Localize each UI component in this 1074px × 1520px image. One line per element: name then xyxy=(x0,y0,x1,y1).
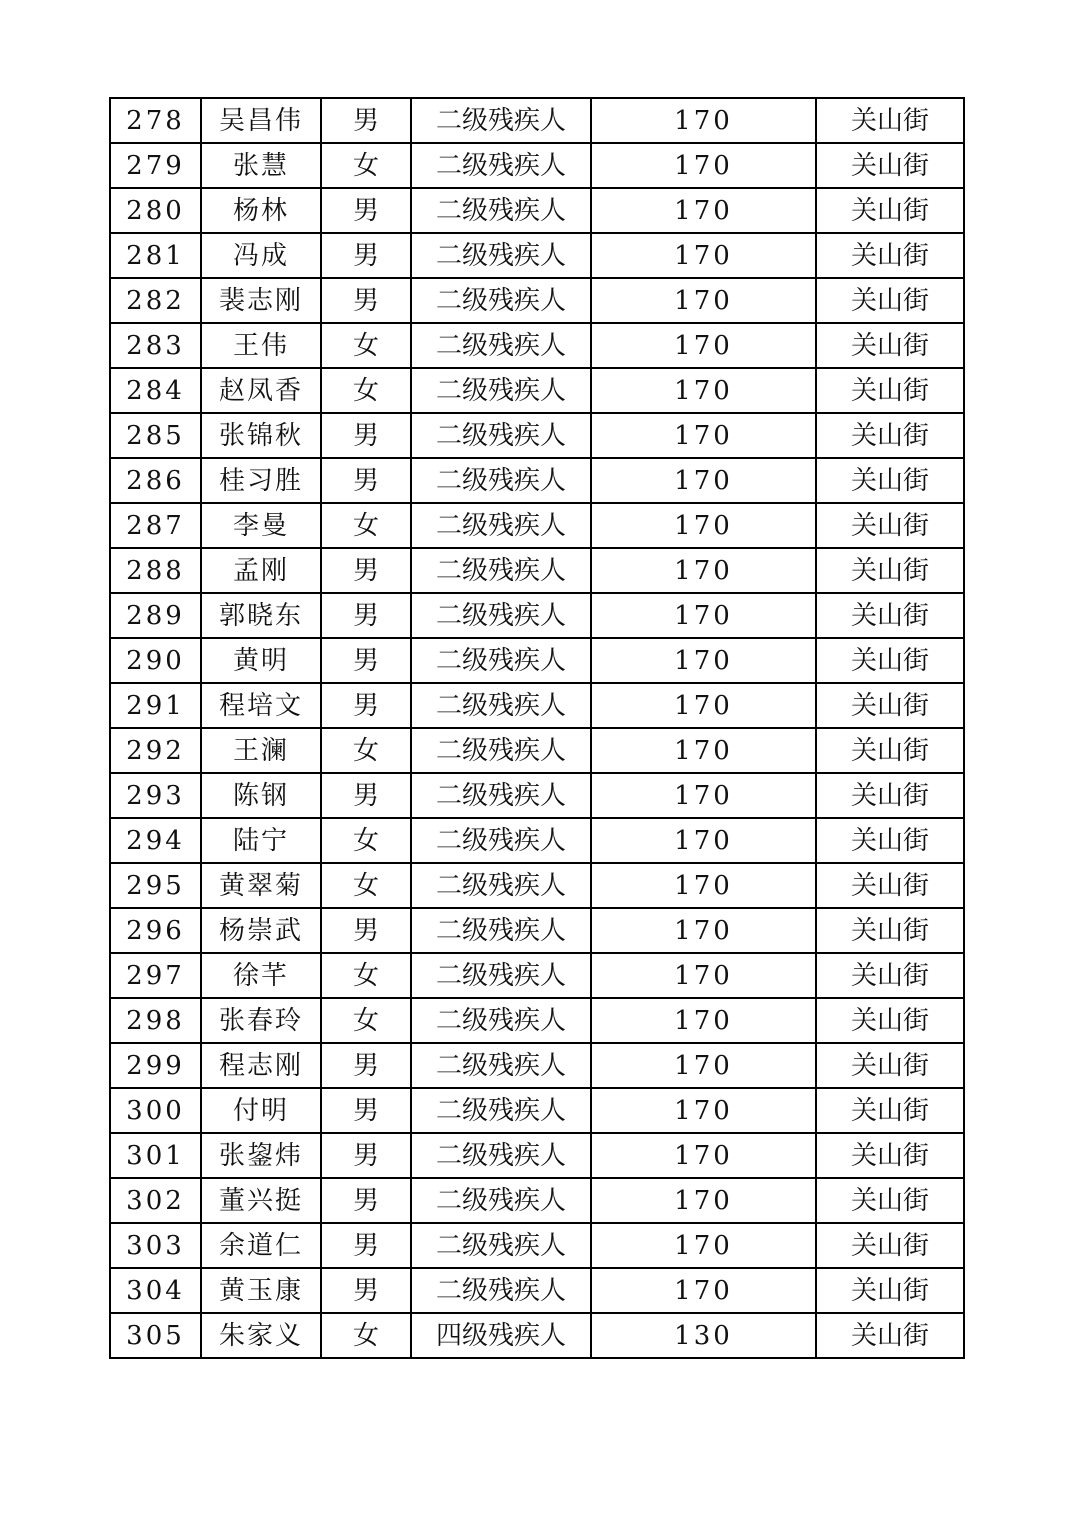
disability-level-cell: 二级残疾人 xyxy=(411,98,591,143)
table-row xyxy=(110,368,964,413)
name-cell: 郭晓东 xyxy=(201,593,321,638)
street-cell: 关山街 xyxy=(816,1223,964,1268)
name-cell: 陆宁 xyxy=(201,818,321,863)
gender-cell: 女 xyxy=(321,818,411,863)
table-row xyxy=(110,188,964,233)
amount-cell: 130 xyxy=(591,1313,816,1358)
name-cell: 徐芊 xyxy=(201,953,321,998)
table-row xyxy=(110,98,964,143)
street-cell: 关山街 xyxy=(816,413,964,458)
amount-cell: 170 xyxy=(591,143,816,188)
street-cell: 关山街 xyxy=(816,458,964,503)
name-cell: 张慧 xyxy=(201,143,321,188)
table-row xyxy=(110,953,964,998)
amount-cell: 170 xyxy=(591,683,816,728)
table-row xyxy=(110,233,964,278)
street-cell: 关山街 xyxy=(816,773,964,818)
gender-cell: 女 xyxy=(321,368,411,413)
table-row xyxy=(110,1223,964,1268)
amount-cell: 170 xyxy=(591,1133,816,1178)
disability-level-cell: 二级残疾人 xyxy=(411,143,591,188)
name-cell: 陈钢 xyxy=(201,773,321,818)
row-number-cell: 289 xyxy=(110,593,201,638)
disability-level-cell: 二级残疾人 xyxy=(411,503,591,548)
gender-cell: 男 xyxy=(321,638,411,683)
amount-cell: 170 xyxy=(591,548,816,593)
gender-cell: 男 xyxy=(321,1223,411,1268)
disability-level-cell: 二级残疾人 xyxy=(411,413,591,458)
row-number-cell: 288 xyxy=(110,548,201,593)
row-number-cell: 286 xyxy=(110,458,201,503)
row-number-cell: 298 xyxy=(110,998,201,1043)
roster-table-body xyxy=(110,98,964,1358)
amount-cell: 170 xyxy=(591,593,816,638)
name-cell: 付明 xyxy=(201,1088,321,1133)
name-cell: 赵凤香 xyxy=(201,368,321,413)
gender-cell: 男 xyxy=(321,458,411,503)
row-number-cell: 287 xyxy=(110,503,201,548)
street-cell: 关山街 xyxy=(816,368,964,413)
gender-cell: 女 xyxy=(321,998,411,1043)
street-cell: 关山街 xyxy=(816,143,964,188)
gender-cell: 女 xyxy=(321,323,411,368)
street-cell: 关山街 xyxy=(816,683,964,728)
amount-cell: 170 xyxy=(591,503,816,548)
gender-cell: 女 xyxy=(321,1313,411,1358)
gender-cell: 女 xyxy=(321,503,411,548)
street-cell: 关山街 xyxy=(816,638,964,683)
name-cell: 王伟 xyxy=(201,323,321,368)
disability-level-cell: 二级残疾人 xyxy=(411,773,591,818)
street-cell: 关山街 xyxy=(816,503,964,548)
row-number-cell: 294 xyxy=(110,818,201,863)
table-row xyxy=(110,458,964,503)
disability-level-cell: 二级残疾人 xyxy=(411,818,591,863)
gender-cell: 男 xyxy=(321,593,411,638)
amount-cell: 170 xyxy=(591,638,816,683)
amount-cell: 170 xyxy=(591,1223,816,1268)
name-cell: 程培文 xyxy=(201,683,321,728)
row-number-cell: 279 xyxy=(110,143,201,188)
row-number-cell: 295 xyxy=(110,863,201,908)
name-cell: 董兴挺 xyxy=(201,1178,321,1223)
amount-cell: 170 xyxy=(591,1178,816,1223)
amount-cell: 170 xyxy=(591,773,816,818)
gender-cell: 男 xyxy=(321,233,411,278)
row-number-cell: 303 xyxy=(110,1223,201,1268)
amount-cell: 170 xyxy=(591,98,816,143)
amount-cell: 170 xyxy=(591,998,816,1043)
row-number-cell: 296 xyxy=(110,908,201,953)
street-cell: 关山街 xyxy=(816,1133,964,1178)
name-cell: 程志刚 xyxy=(201,1043,321,1088)
amount-cell: 170 xyxy=(591,233,816,278)
name-cell: 裴志刚 xyxy=(201,278,321,323)
gender-cell: 女 xyxy=(321,953,411,998)
gender-cell: 男 xyxy=(321,683,411,728)
table-row xyxy=(110,908,964,953)
table-row xyxy=(110,863,964,908)
row-number-cell: 297 xyxy=(110,953,201,998)
table-row xyxy=(110,503,964,548)
street-cell: 关山街 xyxy=(816,1178,964,1223)
gender-cell: 男 xyxy=(321,1133,411,1178)
amount-cell: 170 xyxy=(591,1088,816,1133)
table-row xyxy=(110,638,964,683)
street-cell: 关山街 xyxy=(816,1313,964,1358)
street-cell: 关山街 xyxy=(816,98,964,143)
row-number-cell: 291 xyxy=(110,683,201,728)
gender-cell: 男 xyxy=(321,1268,411,1313)
disability-level-cell: 二级残疾人 xyxy=(411,1043,591,1088)
disability-level-cell: 二级残疾人 xyxy=(411,593,591,638)
name-cell: 王澜 xyxy=(201,728,321,773)
gender-cell: 男 xyxy=(321,908,411,953)
row-number-cell: 281 xyxy=(110,233,201,278)
disability-level-cell: 二级残疾人 xyxy=(411,1268,591,1313)
name-cell: 杨崇武 xyxy=(201,908,321,953)
table-row xyxy=(110,323,964,368)
row-number-cell: 300 xyxy=(110,1088,201,1133)
amount-cell: 170 xyxy=(591,953,816,998)
name-cell: 张锦秋 xyxy=(201,413,321,458)
amount-cell: 170 xyxy=(591,458,816,503)
amount-cell: 170 xyxy=(591,278,816,323)
name-cell: 余道仁 xyxy=(201,1223,321,1268)
name-cell: 张鋆炜 xyxy=(201,1133,321,1178)
street-cell: 关山街 xyxy=(816,278,964,323)
amount-cell: 170 xyxy=(591,728,816,773)
disability-level-cell: 二级残疾人 xyxy=(411,683,591,728)
street-cell: 关山街 xyxy=(816,593,964,638)
row-number-cell: 305 xyxy=(110,1313,201,1358)
gender-cell: 女 xyxy=(321,143,411,188)
row-number-cell: 284 xyxy=(110,368,201,413)
row-number-cell: 278 xyxy=(110,98,201,143)
gender-cell: 男 xyxy=(321,1043,411,1088)
disability-level-cell: 二级残疾人 xyxy=(411,368,591,413)
table-row xyxy=(110,593,964,638)
street-cell: 关山街 xyxy=(816,188,964,233)
table-row xyxy=(110,1268,964,1313)
street-cell: 关山街 xyxy=(816,728,964,773)
street-cell: 关山街 xyxy=(816,953,964,998)
gender-cell: 男 xyxy=(321,413,411,458)
street-cell: 关山街 xyxy=(816,1043,964,1088)
disability-level-cell: 二级残疾人 xyxy=(411,1088,591,1133)
table-row xyxy=(110,1133,964,1178)
street-cell: 关山街 xyxy=(816,908,964,953)
name-cell: 黄翠菊 xyxy=(201,863,321,908)
name-cell: 黄玉康 xyxy=(201,1268,321,1313)
disability-level-cell: 二级残疾人 xyxy=(411,323,591,368)
row-number-cell: 292 xyxy=(110,728,201,773)
row-number-cell: 302 xyxy=(110,1178,201,1223)
roster-table xyxy=(109,97,965,1359)
document-page xyxy=(109,97,963,1359)
row-number-cell: 283 xyxy=(110,323,201,368)
amount-cell: 170 xyxy=(591,323,816,368)
disability-level-cell: 二级残疾人 xyxy=(411,278,591,323)
row-number-cell: 293 xyxy=(110,773,201,818)
table-row xyxy=(110,1043,964,1088)
row-number-cell: 282 xyxy=(110,278,201,323)
table-row xyxy=(110,683,964,728)
disability-level-cell: 二级残疾人 xyxy=(411,458,591,503)
street-cell: 关山街 xyxy=(816,863,964,908)
gender-cell: 男 xyxy=(321,188,411,233)
table-row xyxy=(110,998,964,1043)
disability-level-cell: 二级残疾人 xyxy=(411,908,591,953)
disability-level-cell: 二级残疾人 xyxy=(411,548,591,593)
street-cell: 关山街 xyxy=(816,548,964,593)
row-number-cell: 304 xyxy=(110,1268,201,1313)
row-number-cell: 285 xyxy=(110,413,201,458)
disability-level-cell: 二级残疾人 xyxy=(411,1178,591,1223)
name-cell: 桂习胜 xyxy=(201,458,321,503)
gender-cell: 男 xyxy=(321,548,411,593)
name-cell: 朱家义 xyxy=(201,1313,321,1358)
table-row xyxy=(110,773,964,818)
disability-level-cell: 二级残疾人 xyxy=(411,998,591,1043)
table-row xyxy=(110,818,964,863)
disability-level-cell: 二级残疾人 xyxy=(411,188,591,233)
table-row xyxy=(110,728,964,773)
street-cell: 关山街 xyxy=(816,818,964,863)
amount-cell: 170 xyxy=(591,908,816,953)
street-cell: 关山街 xyxy=(816,233,964,278)
row-number-cell: 280 xyxy=(110,188,201,233)
gender-cell: 男 xyxy=(321,1178,411,1223)
disability-level-cell: 四级残疾人 xyxy=(411,1313,591,1358)
table-row xyxy=(110,548,964,593)
disability-level-cell: 二级残疾人 xyxy=(411,863,591,908)
disability-level-cell: 二级残疾人 xyxy=(411,1223,591,1268)
amount-cell: 170 xyxy=(591,188,816,233)
name-cell: 吴昌伟 xyxy=(201,98,321,143)
gender-cell: 男 xyxy=(321,1088,411,1133)
amount-cell: 170 xyxy=(591,368,816,413)
name-cell: 李曼 xyxy=(201,503,321,548)
name-cell: 杨林 xyxy=(201,188,321,233)
amount-cell: 170 xyxy=(591,413,816,458)
amount-cell: 170 xyxy=(591,818,816,863)
name-cell: 孟刚 xyxy=(201,548,321,593)
disability-level-cell: 二级残疾人 xyxy=(411,638,591,683)
table-row xyxy=(110,143,964,188)
table-row xyxy=(110,1088,964,1133)
gender-cell: 女 xyxy=(321,728,411,773)
row-number-cell: 301 xyxy=(110,1133,201,1178)
row-number-cell: 290 xyxy=(110,638,201,683)
street-cell: 关山街 xyxy=(816,323,964,368)
row-number-cell: 299 xyxy=(110,1043,201,1088)
amount-cell: 170 xyxy=(591,1043,816,1088)
table-row xyxy=(110,413,964,458)
disability-level-cell: 二级残疾人 xyxy=(411,728,591,773)
name-cell: 冯成 xyxy=(201,233,321,278)
amount-cell: 170 xyxy=(591,1268,816,1313)
gender-cell: 男 xyxy=(321,278,411,323)
street-cell: 关山街 xyxy=(816,1268,964,1313)
disability-level-cell: 二级残疾人 xyxy=(411,1133,591,1178)
name-cell: 黄明 xyxy=(201,638,321,683)
disability-level-cell: 二级残疾人 xyxy=(411,233,591,278)
name-cell: 张春玲 xyxy=(201,998,321,1043)
gender-cell: 男 xyxy=(321,773,411,818)
gender-cell: 女 xyxy=(321,863,411,908)
gender-cell: 男 xyxy=(321,98,411,143)
amount-cell: 170 xyxy=(591,863,816,908)
street-cell: 关山街 xyxy=(816,1088,964,1133)
table-row xyxy=(110,278,964,323)
table-row xyxy=(110,1313,964,1358)
table-row xyxy=(110,1178,964,1223)
street-cell: 关山街 xyxy=(816,998,964,1043)
disability-level-cell: 二级残疾人 xyxy=(411,953,591,998)
